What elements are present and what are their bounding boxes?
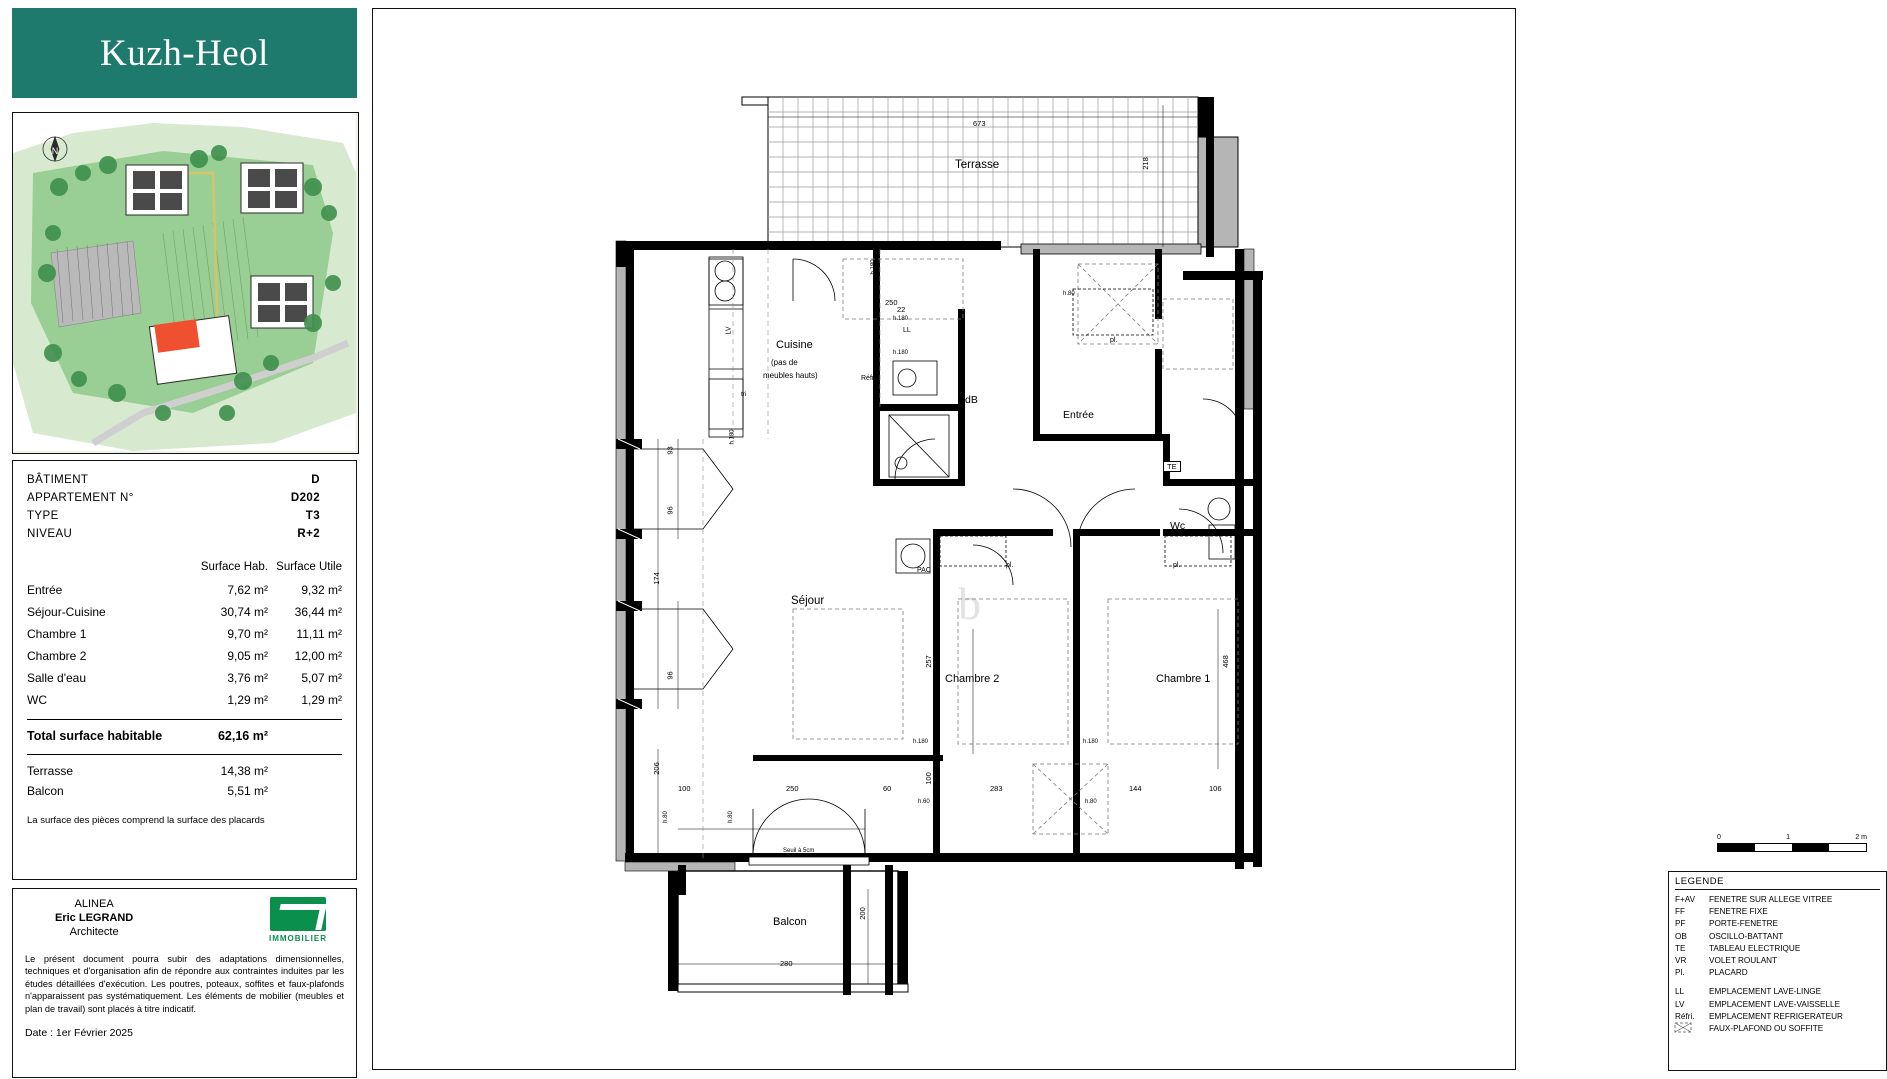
legend-text: EMPLACEMENT LAVE-VAISSELLE — [1709, 999, 1841, 1009]
label-pl-2: pl. — [1173, 562, 1181, 569]
dim-60: 60 — [883, 784, 892, 793]
legend-abbr: LL — [1675, 987, 1685, 997]
cuisine-note-1: (pas de — [771, 358, 798, 367]
dim-250-bot: 250 — [786, 784, 799, 793]
dim-257: 257 — [923, 655, 933, 668]
table-row — [27, 689, 342, 711]
label-pl-3: pl. — [1110, 337, 1118, 344]
cuisine-note-2: meubles hauts) — [763, 371, 818, 380]
label-refri: Réfri. — [861, 375, 878, 382]
legend-abbr: OB — [1675, 931, 1687, 941]
left-info-column — [12, 8, 357, 1070]
scale-bar — [1717, 834, 1867, 861]
legend-item — [1675, 943, 1880, 955]
legend-abbr: VR — [1675, 956, 1687, 966]
site-plan-thumbnail — [12, 112, 359, 454]
legend-abbr: TE — [1675, 943, 1686, 953]
soffite-icon — [1675, 1023, 1709, 1036]
header-room — [27, 559, 194, 579]
table-row — [27, 645, 342, 667]
dim-144: 144 — [1129, 784, 1142, 793]
label-seuil-25: Seuil à 25cm — [777, 243, 812, 249]
room-utile: 36,44 m² — [294, 605, 342, 619]
surfaces-header-row — [27, 559, 342, 579]
room-utile: 11,11 m² — [296, 627, 342, 641]
legend-item — [1675, 894, 1880, 906]
legend-item — [1675, 918, 1880, 930]
label-lv: LV — [725, 326, 733, 335]
dim-h180-e: h.180 — [1083, 739, 1099, 745]
dim-468: 468 — [1220, 655, 1230, 668]
architect-name: Eric LEGRAND — [55, 912, 134, 924]
total-value: 62,16 m² — [217, 729, 268, 743]
legend-text: EMPLACEMENT REFRIGERATEUR — [1709, 1011, 1843, 1021]
room-name: Séjour-Cuisine — [27, 605, 106, 619]
dim-250-top: 250 — [885, 298, 898, 307]
legend-text: VOLET ROULANT — [1709, 956, 1778, 966]
legend-item — [1675, 931, 1880, 943]
scale-label: Echelle — [1777, 854, 1807, 861]
dim-h180-a: h.180 — [870, 259, 877, 275]
room-label-sejour: Séjour — [791, 595, 825, 607]
partner-name: IMMOBILIER — [269, 934, 327, 943]
dim-93: 93 — [665, 446, 675, 455]
legend-item — [1675, 986, 1880, 998]
legal-disclaimer: Le présent document pourra subir des adaptations dimensionnelles, techniques et d'organisation afin de répondre aux contraintes induites par les études détaillées d'exécution. Les poutres, poteaux, soffites et faux-plafonds n'apparaissent pas systématiquement. Les éléments de mobilier (meubles et plan de travail) sont placés à titre indicatif. — [25, 954, 344, 1014]
room-label-terrasse: Terrasse — [955, 159, 1000, 171]
room-name: WC — [27, 693, 47, 707]
legend-item — [1675, 955, 1880, 967]
room-name: Entrée — [27, 583, 63, 597]
legend-abbr: Pl. — [1675, 968, 1685, 978]
surfaces-table — [27, 559, 342, 711]
legend-item — [1675, 1011, 1880, 1023]
extra-value: 5,51 m² — [227, 784, 268, 798]
scale-tick-1: 1 — [1786, 834, 1791, 841]
total-label: Total surface habitable — [27, 729, 163, 743]
table-row — [27, 601, 342, 623]
label-appartement: APPARTEMENT N° — [27, 492, 134, 504]
info-row-niveau — [27, 525, 342, 543]
dim-h80-c: h.80 — [727, 811, 734, 823]
architect-box — [12, 888, 357, 1078]
extra-row-balcon — [27, 781, 342, 801]
room-label-wc: Wc — [1170, 520, 1186, 532]
value-type: T3 — [305, 510, 320, 522]
surfaces-note: La surface des pièces comprend la surface des placards — [27, 815, 265, 826]
legend-text: TABLEAU ELECTRIQUE — [1709, 943, 1801, 953]
legend-abbr: Réfri. — [1675, 1011, 1695, 1021]
ca-icon — [270, 897, 326, 931]
room-hab: 9,70 m² — [227, 627, 268, 641]
room-hab: 30,74 m² — [220, 605, 268, 619]
label-niveau: NIVEAU — [27, 528, 73, 540]
room-name: Chambre 1 — [27, 627, 87, 641]
legend-title: LEGENDE — [1675, 876, 1880, 890]
scale-bar-graphic — [1717, 843, 1867, 861]
dim-283: 283 — [990, 784, 1003, 793]
architect-company: ALINEA — [74, 898, 114, 910]
room-hab: 1,29 m² — [227, 693, 268, 707]
legend-text: FENETRE FIXE — [1709, 907, 1768, 917]
dim-h60: h.60 — [918, 799, 930, 805]
scale-tick-0: 0 — [1717, 834, 1721, 841]
legend-text: OSCILLO-BATTANT — [1709, 931, 1784, 941]
label-tri: tri — [741, 391, 747, 398]
room-utile: 5,07 m² — [301, 671, 342, 685]
room-label-balcon: Balcon — [773, 916, 807, 928]
apartment-info-box — [12, 460, 357, 880]
dim-h80-a: h.80 — [1063, 291, 1075, 297]
dim-96-a: 96 — [665, 506, 675, 515]
dim-106: 106 — [1209, 784, 1222, 793]
legend-item — [1675, 906, 1880, 918]
room-hab: 3,76 m² — [227, 671, 268, 685]
divider — [27, 754, 342, 755]
header-utile: Surface Utile — [276, 561, 342, 573]
legend-item — [1675, 967, 1880, 979]
room-label-sdb: SdB — [958, 394, 978, 406]
architect-identity — [25, 897, 133, 939]
info-row-type — [27, 507, 342, 525]
value-batiment: D — [311, 474, 320, 486]
legend-item — [1675, 1023, 1880, 1036]
dim-174: 174 — [651, 572, 661, 585]
legend-text: PORTE-FENETRE — [1709, 919, 1778, 929]
dim-100-a: 100 — [678, 784, 691, 793]
header-hab: Surface Hab. — [200, 561, 268, 573]
architect-header — [25, 897, 344, 943]
extra-label: Balcon — [27, 784, 64, 798]
brand-name: Kuzh-Heol — [100, 32, 269, 74]
legend-separator — [1675, 979, 1880, 986]
value-appartement: D202 — [290, 492, 320, 504]
dim-218: 218 — [1140, 157, 1150, 170]
table-row — [27, 667, 342, 689]
room-label-chambre1: Chambre 1 — [1156, 673, 1211, 685]
dim-h180-d: h.180 — [913, 739, 929, 745]
scale-tick-2: 2 m — [1855, 834, 1867, 841]
dim-22: 22 — [897, 305, 906, 314]
room-label-entree: Entrée — [1063, 409, 1094, 421]
dim-100-b: 100 — [923, 772, 933, 785]
legend-abbr: F+AV — [1675, 895, 1696, 904]
floor-plan-drawing — [373, 9, 1515, 1069]
legend-text: EMPLACEMENT LAVE-LINGE — [1709, 987, 1822, 997]
label-te: TE — [1163, 461, 1181, 472]
table-row — [27, 579, 342, 601]
dim-96-b: 96 — [665, 671, 675, 680]
legend-abbr: LV — [1675, 999, 1685, 1009]
table-row — [27, 623, 342, 645]
total-habitable-row — [27, 726, 342, 746]
dim-280: 280 — [780, 959, 793, 968]
dim-673: 673 — [973, 119, 986, 128]
info-row-batiment — [27, 471, 342, 489]
room-label-chambre2: Chambre 2 — [945, 673, 1000, 685]
room-name: Salle d'eau — [27, 671, 87, 685]
dim-h80-d: h.80 — [1085, 799, 1097, 805]
watermark: b — [958, 578, 981, 629]
extra-label: Terrasse — [27, 764, 74, 778]
brand-logo — [12, 8, 357, 98]
svg-text:N: N — [51, 146, 59, 156]
room-label-cuisine: Cuisine — [776, 339, 813, 351]
dim-200: 200 — [857, 907, 867, 920]
floor-plan-panel — [372, 8, 1867, 1070]
room-utile: 9,32 m² — [301, 583, 342, 597]
legend-box — [1668, 871, 1887, 1071]
dim-h80-b: h.80 — [662, 811, 669, 823]
legend-abbr: PF — [1675, 919, 1686, 929]
label-pl-1: pl. — [1006, 562, 1014, 569]
label-ll: LL — [903, 327, 911, 334]
dim-h180-b: h.180 — [893, 350, 909, 356]
extra-value: 14,38 m² — [220, 764, 268, 778]
room-hab: 9,05 m² — [227, 649, 268, 663]
label-seuil-5: Seuil à 5cm — [783, 848, 815, 854]
dim-h180-c: h.180 — [729, 429, 736, 445]
site-plan-drawing — [13, 113, 356, 451]
value-niveau: R+2 — [297, 528, 320, 540]
legend-text: FENETRE SUR ALLEGE VITREE — [1709, 895, 1833, 904]
legend-text: FAUX-PLAFOND OU SOFFITE — [1709, 1024, 1824, 1034]
legend-abbr: FF — [1675, 907, 1686, 917]
room-utile: 12,00 m² — [294, 649, 342, 663]
legend-item — [1675, 999, 1880, 1011]
divider — [27, 719, 342, 720]
room-utile: 1,29 m² — [301, 693, 342, 707]
info-row-appartement — [27, 489, 342, 507]
label-pac: PAC — [917, 567, 931, 574]
extra-row-terrasse — [27, 761, 342, 781]
label-type: TYPE — [27, 510, 59, 522]
dim-h120: h.180 — [893, 316, 909, 322]
room-hab: 7,62 m² — [227, 583, 268, 597]
architect-role: Architecte — [69, 926, 119, 938]
room-name: Chambre 2 — [27, 649, 87, 663]
label-batiment: BÂTIMENT — [27, 474, 89, 486]
credit-agricole-logo — [252, 897, 344, 943]
legend-text: PLACARD — [1709, 968, 1748, 978]
dim-206: 206 — [651, 762, 661, 775]
document-date: Date : 1er Février 2025 — [25, 1027, 133, 1040]
